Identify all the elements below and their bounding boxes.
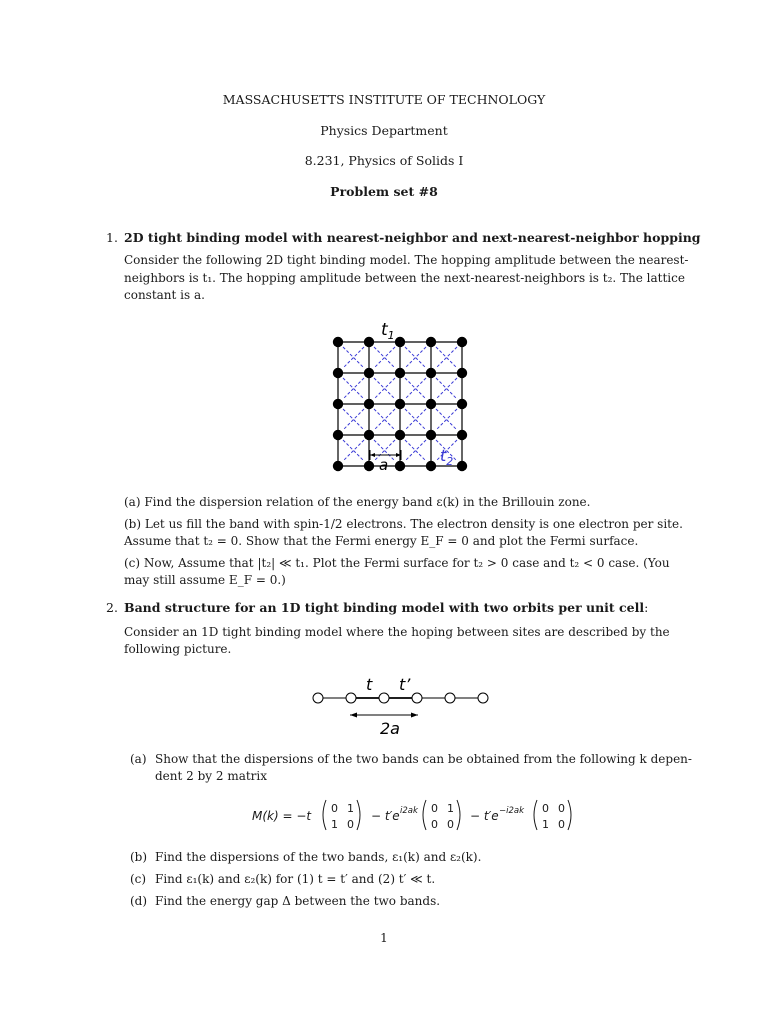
q1-number: 1. — [106, 230, 118, 245]
institution-heading: MASSACHUSETTS INSTITUTE OF TECHNOLOGY — [222, 92, 546, 107]
term-3: − t′e — [470, 809, 499, 823]
q2-part-a-line-1: Show that the dispersions of the two bands can be obtained from the following k depen- — [155, 752, 692, 766]
department-heading: Physics Department — [320, 123, 448, 138]
lattice-site — [426, 399, 436, 409]
chain-site — [412, 693, 422, 703]
t2-label: $t_2$ — [440, 446, 454, 468]
chain-site — [445, 693, 455, 703]
svg-text:0: 0 — [331, 802, 338, 815]
lattice-site — [426, 461, 436, 471]
lattice-site — [426, 430, 436, 440]
svg-text:0: 0 — [447, 818, 454, 831]
svg-text:0: 0 — [347, 818, 354, 831]
lattice-site — [333, 461, 343, 471]
unit-cell-marker — [350, 713, 418, 718]
chain-site — [478, 693, 488, 703]
svg-text:0: 0 — [431, 818, 438, 831]
exp-2: i2ak — [400, 806, 418, 816]
lattice-site — [426, 368, 436, 378]
lattice-site — [457, 430, 467, 440]
svg-text:0: 0 — [558, 802, 565, 815]
cell-length-label: 2a — [380, 719, 400, 738]
lattice-site — [364, 430, 374, 440]
matrix-1 — [323, 800, 360, 831]
q2-intro-line-2: following picture. — [124, 642, 232, 656]
q2-part-b: Find the dispersions of the two bands, ε₁(k) and ε₂(k). — [155, 850, 482, 864]
q1-part-a: (a) Find the dispersion relation of the energy band ε(k) in the Brillouin zone. — [124, 495, 591, 509]
course-heading: 8.231, Physics of Solids I — [304, 153, 464, 168]
page-number: 1 — [380, 931, 388, 945]
q1-intro-line-3: constant is a. — [124, 288, 205, 302]
q2-intro-line-1: Consider an 1D tight binding model where the hoping between sites are described by the — [124, 625, 670, 639]
lattice-site — [364, 461, 374, 471]
svg-text:0: 0 — [431, 802, 438, 815]
pset-title: Problem set #8 — [330, 184, 438, 199]
a-label: a — [379, 456, 389, 474]
q1-intro-line-1: Consider the following 2D tight binding model. The hopping amplitude between the nearest- — [124, 253, 689, 267]
t-prime-label: t’ — [399, 675, 411, 694]
chain-site — [313, 693, 323, 703]
q2-title-row — [124, 600, 684, 615]
one-d-chain — [313, 693, 488, 703]
lattice-site — [333, 368, 343, 378]
lattice-site — [364, 368, 374, 378]
q2-part-c-label: (c) — [130, 872, 147, 886]
t1-label: $t_1$ — [381, 320, 395, 342]
lattice-site — [395, 368, 405, 378]
lattice-site — [364, 337, 374, 347]
matrix-2 — [423, 800, 460, 831]
lattice-site — [395, 430, 405, 440]
lattice-site — [333, 430, 343, 440]
chain-figure — [300, 670, 500, 740]
q1-part-b-line-1: (b) Let us fill the band with spin-1/2 electrons. The electron density is one electron per site. — [124, 517, 683, 531]
lattice-site — [395, 337, 405, 347]
lattice-site — [364, 399, 374, 409]
svg-text:0: 0 — [558, 818, 565, 831]
lattice-site — [395, 399, 405, 409]
q2-title: Band structure for an 1D tight binding model with two orbits per unit cell — [124, 600, 645, 615]
q2-part-b-label: (b) — [130, 850, 148, 864]
q1-intro-line-2: neighbors is t₁. The hopping amplitude between the next-nearest-neighbors is t₂. The lattice — [124, 271, 685, 285]
lattice-site — [457, 461, 467, 471]
lattice-site — [333, 337, 343, 347]
chain-site — [346, 693, 356, 703]
q2-part-d-label: (d) — [130, 894, 148, 908]
lattice-site — [457, 337, 467, 347]
q1-part-c-line-1: (c) Now, Assume that |t₂| ≪ t₁. Plot the Fermi surface for t₂ > 0 case and t₂ < 0 case. (You — [124, 556, 670, 570]
q1-part-b-line-2: Assume that t₂ = 0. Show that the Fermi energy E_F = 0 and plot the Fermi surface. — [124, 534, 639, 548]
q2-part-d: Find the energy gap Δ between the two bands. — [155, 894, 441, 908]
q1-part-c-line-2: may still assume E_F = 0.) — [124, 573, 286, 587]
svg-text:1: 1 — [447, 802, 454, 815]
svg-text:1: 1 — [542, 818, 549, 831]
svg-text:0: 0 — [542, 802, 549, 815]
svg-text:1: 1 — [331, 818, 338, 831]
q2-part-a-line-2: dent 2 by 2 matrix — [155, 769, 268, 783]
lattice-site — [457, 368, 467, 378]
lattice-figure — [320, 315, 480, 475]
q2-part-a-label: (a) — [130, 752, 147, 766]
lattice-site — [395, 461, 405, 471]
term-2: − t′e — [371, 809, 400, 823]
chain-site — [379, 693, 389, 703]
equation-lhs: M(k) = −t — [252, 809, 312, 823]
q2-title-colon: : — [644, 600, 649, 615]
matrix-3 — [534, 800, 571, 831]
lattice-site — [333, 399, 343, 409]
q1-title: 2D tight binding model with nearest-neighbor and next-nearest-neighbor hopping — [124, 230, 701, 245]
q2-number: 2. — [106, 600, 118, 615]
exp-3: −i2ak — [499, 806, 525, 816]
svg-text:1: 1 — [347, 802, 354, 815]
lattice-site — [426, 337, 436, 347]
lattice-site — [457, 399, 467, 409]
matrix-equation — [240, 792, 590, 842]
t-label: t — [366, 675, 373, 694]
q2-part-c: Find ε₁(k) and ε₂(k) for (1) t = t′ and (2) t′ ≪ t. — [155, 872, 436, 886]
